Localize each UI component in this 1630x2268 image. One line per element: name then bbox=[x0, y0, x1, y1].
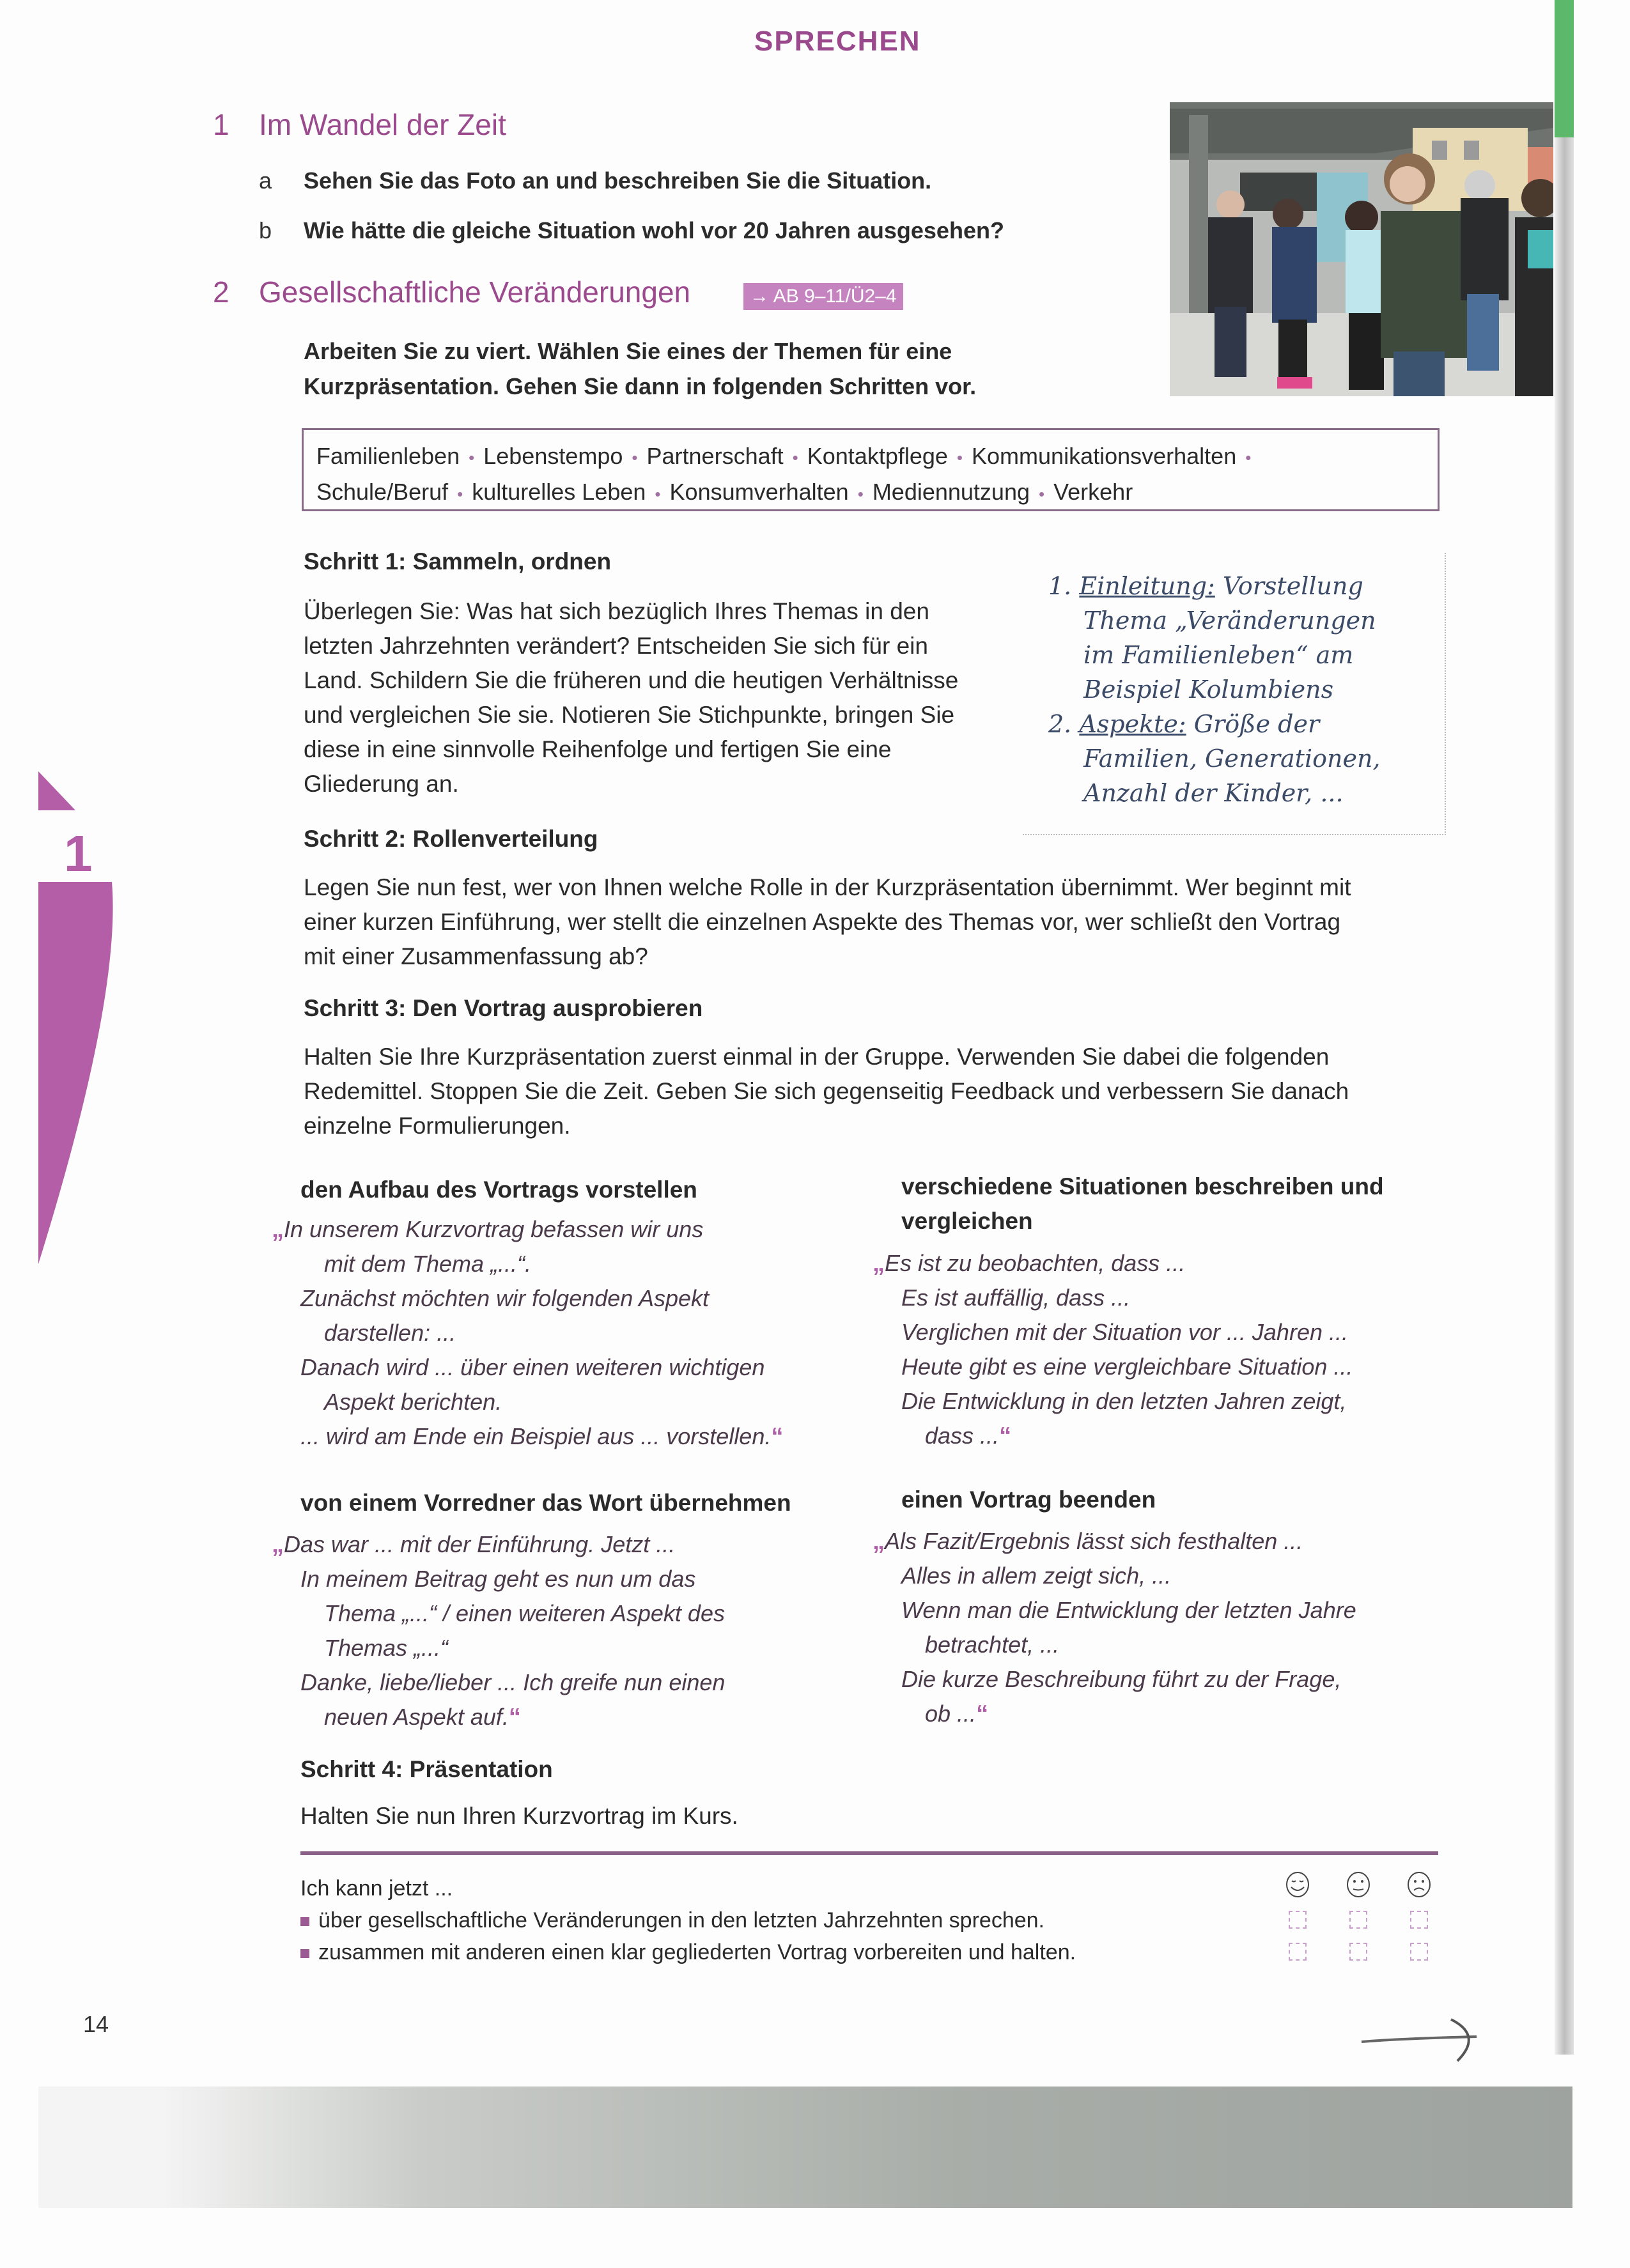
scan-shadow bbox=[38, 2087, 1572, 2208]
phrase: Die Entwicklung in den letzten Jahren zeigt, bbox=[901, 1388, 1347, 1414]
phrase: Themas „...“ bbox=[324, 1635, 449, 1661]
phrase: Danke, liebe/lieber ... Ich greife nun einen bbox=[300, 1669, 726, 1695]
phrase: Es ist auffällig, dass ... bbox=[901, 1284, 1131, 1311]
topic-separator: • bbox=[1245, 448, 1252, 468]
close-quote-icon: “ bbox=[976, 1701, 989, 1727]
task2-intro: Arbeiten Sie zu viert. Wählen Sie eines der Themen für eine Kurzpräsentation. Gehen Sie dann in folgenden Schritten vor. bbox=[304, 338, 977, 399]
topic-separator: • bbox=[632, 448, 638, 468]
task2-number: 2 bbox=[213, 275, 229, 309]
section-title: SPRECHEN bbox=[754, 26, 921, 57]
step2-text: Legen Sie nun fest, wer von Ihnen welche Rolle in der Kurzpräsentation übernimmt. Wer beginnt mit einer kurzen Einführung, wer stellt die einzelnen Aspekte des Themas vor, wer schließt den Vortrag mit einer Zusammenfassung ab? bbox=[304, 874, 1351, 969]
topic: Lebenstempo bbox=[483, 443, 623, 469]
step4-text: Halten Sie nun Ihren Kurzvortrag im Kurs. bbox=[300, 1803, 738, 1829]
sad-face-icon bbox=[1406, 1871, 1432, 1899]
topic: kulturelles Leben bbox=[472, 479, 646, 505]
step2-title: Schritt 2: Rollenverteilung bbox=[304, 826, 598, 852]
selfcheck-item: über gesellschaftliche Veränderungen in den letzten Jahrzehnten sprechen. bbox=[300, 1904, 1044, 1936]
divider-line bbox=[300, 1851, 1438, 1855]
topic: Schule/Beruf bbox=[316, 479, 449, 505]
phrase: ob ...“ bbox=[925, 1701, 989, 1727]
topic: Partnerschaft bbox=[646, 443, 784, 469]
step3-text: Halten Sie Ihre Kurzpräsentation zuerst einmal in der Gruppe. Verwenden Sie dabei die folgenden Redemittel. Stoppen Sie die Zeit. Geben Sie sich gegenseitig Feedback und verbessern Sie danach einzelne Formulierungen. bbox=[304, 1044, 1349, 1139]
task1-item-b: Wie hätte die gleiche Situation wohl vor 20 Jahren ausgesehen? bbox=[304, 217, 1004, 243]
checkbox-item1-sad[interactable] bbox=[1410, 1911, 1428, 1929]
phrase: neuen Aspekt auf.“ bbox=[324, 1704, 521, 1731]
bullet-icon bbox=[300, 1917, 309, 1926]
happy-face-icon bbox=[1285, 1871, 1310, 1899]
phrase: „Als Fazit/Ergebnis lässt sich festhalten ... bbox=[873, 1528, 1303, 1555]
selfcheck-intro: Ich kann jetzt ... bbox=[300, 1876, 453, 1901]
bullet-icon bbox=[300, 1949, 309, 1958]
chapter-number: 1 bbox=[64, 825, 93, 882]
note-line: Anzahl der Kinder, ... bbox=[1083, 779, 1344, 807]
phrase: Heute gibt es eine vergleichbare Situation ... bbox=[901, 1354, 1353, 1380]
checkbox-item1-neutral[interactable] bbox=[1349, 1911, 1367, 1929]
phrase: mit dem Thema „...“. bbox=[324, 1251, 532, 1277]
task2-title: Gesellschaftliche Veränderungen bbox=[259, 275, 691, 309]
workbook-reference-tag[interactable]: → AB 9–11/Ü2–4 bbox=[743, 283, 903, 310]
topic: Mediennutzung bbox=[872, 479, 1030, 505]
topic-separator: • bbox=[956, 448, 963, 468]
topic-separator: • bbox=[857, 484, 864, 504]
neutral-face-icon bbox=[1346, 1871, 1371, 1899]
task1-number: 1 bbox=[213, 108, 229, 141]
topics-row-2 bbox=[316, 475, 1425, 511]
step3-title: Schritt 3: Den Vortrag ausprobieren bbox=[304, 995, 703, 1021]
redemittel-vorredner-title: von einem Vorredner das Wort übernehmen bbox=[300, 1490, 791, 1516]
note-line: Beispiel Kolumbiens bbox=[1083, 675, 1334, 704]
phrase: Wenn man die Entwicklung der letzten Jahre bbox=[901, 1597, 1356, 1623]
note-line: 1. Einleitung: Vorstellung bbox=[1048, 572, 1363, 600]
phrase: Zunächst möchten wir folgenden Aspekt bbox=[300, 1285, 710, 1311]
note-line: Familien, Generationen, bbox=[1083, 744, 1381, 773]
open-quote-icon: „ bbox=[272, 1531, 284, 1558]
phrase: „Das war ... mit der Einführung. Jetzt ... bbox=[272, 1531, 676, 1558]
chapter-side-marker bbox=[0, 0, 128, 1342]
close-quote-icon: “ bbox=[999, 1423, 1012, 1449]
open-quote-icon: „ bbox=[272, 1216, 284, 1243]
redemittel-situationen-list bbox=[873, 1246, 1448, 1453]
selfcheck-item: zusammen mit anderen einen klar gegliederten Vortrag vorbereiten und halten. bbox=[300, 1936, 1076, 1968]
task1-item-b-label: b bbox=[259, 217, 272, 243]
phrase: Alles in allem zeigt sich, ... bbox=[901, 1562, 1172, 1589]
note-line: Thema „Veränderungen bbox=[1083, 606, 1376, 635]
photo-people-with-phones bbox=[1170, 102, 1553, 396]
phrase: ... wird am Ende ein Beispiel aus ... vorstellen.“ bbox=[300, 1423, 784, 1450]
redemittel-vorredner-list bbox=[272, 1527, 873, 1734]
task1-item-a: Sehen Sie das Foto an und beschreiben Sie die Situation. bbox=[304, 167, 932, 194]
phrase: „Es ist zu beobachten, dass ... bbox=[873, 1250, 1186, 1277]
note-line: 2. Aspekte: Größe der bbox=[1048, 710, 1320, 738]
redemittel-aufbau-list bbox=[272, 1212, 873, 1454]
checkbox-item2-neutral[interactable] bbox=[1349, 1943, 1367, 1961]
note-keyword: Aspekte: bbox=[1079, 710, 1186, 738]
note-line: im Familienleben“ am bbox=[1083, 641, 1354, 669]
task1-item-a-label: a bbox=[259, 167, 272, 194]
topic-separator: • bbox=[457, 484, 463, 504]
phrase: Thema „...“ / einen weiteren Aspekt des bbox=[324, 1600, 725, 1626]
close-quote-icon: “ bbox=[771, 1423, 784, 1450]
edge-tab-green bbox=[1555, 0, 1574, 137]
phrase: Die kurze Beschreibung führt zu der Frage, bbox=[901, 1666, 1342, 1692]
checkbox-item1-happy[interactable] bbox=[1289, 1911, 1307, 1929]
redemittel-situationen-title: verschiedene Situationen beschreiben und vergleichen bbox=[901, 1173, 1384, 1234]
step1-text: Überlegen Sie: Was hat sich bezüglich Ihres Themas in den letzten Jahrzehnten verändert? Entscheiden Sie sich für ein Land. Schildern Sie die früheren und die heutigen Verhältnisse und vergleichen Sie sie. Notieren Sie Stichpunkte, bringen Sie diese in eine sinnvolle Reihenfolge und fertigen Sie eine Gliederung an. bbox=[304, 598, 959, 797]
topic: Familienleben bbox=[316, 443, 460, 469]
checkbox-item2-happy[interactable] bbox=[1289, 1943, 1307, 1961]
edge-shadow bbox=[1555, 137, 1574, 2055]
topic-separator: • bbox=[655, 484, 661, 504]
phrase: dass ...“ bbox=[925, 1423, 1012, 1449]
topic-separator: • bbox=[1039, 484, 1045, 504]
note-keyword: Einleitung: bbox=[1079, 572, 1215, 600]
topic: Kommunikationsverhalten bbox=[972, 443, 1237, 469]
redemittel-beenden-list bbox=[873, 1524, 1448, 1731]
topic: Kontaktpflege bbox=[807, 443, 948, 469]
topic: Konsumverhalten bbox=[669, 479, 849, 505]
handwritten-outline-note bbox=[1023, 553, 1446, 835]
task1-title: Im Wandel der Zeit bbox=[259, 108, 506, 141]
phrase: Aspekt berichten. bbox=[324, 1389, 502, 1415]
phrase: Danach wird ... über einen weiteren wichtigen bbox=[300, 1354, 765, 1380]
phrase: „In unserem Kurzvortrag befassen wir uns bbox=[272, 1216, 704, 1243]
topics-box bbox=[302, 428, 1440, 511]
topics-row-1 bbox=[316, 439, 1425, 475]
checkbox-item2-sad[interactable] bbox=[1410, 1943, 1428, 1961]
redemittel-aufbau-title: den Aufbau des Vortrags vorstellen bbox=[300, 1176, 697, 1203]
topic-separator: • bbox=[792, 448, 798, 468]
open-quote-icon: „ bbox=[873, 1528, 885, 1555]
phrase: Verglichen mit der Situation vor ... Jahren ... bbox=[901, 1319, 1348, 1345]
topic: Verkehr bbox=[1053, 479, 1133, 505]
phrase: In meinem Beitrag geht es nun um das bbox=[300, 1566, 696, 1592]
phrase: darstellen: ... bbox=[324, 1320, 456, 1346]
topic-separator: • bbox=[469, 448, 475, 468]
open-quote-icon: „ bbox=[873, 1250, 885, 1277]
phrase: betrachtet, ... bbox=[925, 1632, 1060, 1658]
handwritten-arrow-icon bbox=[1355, 2016, 1496, 2067]
step4-title: Schritt 4: Präsentation bbox=[300, 1756, 553, 1782]
redemittel-beenden-title: einen Vortrag beenden bbox=[901, 1486, 1156, 1513]
close-quote-icon: “ bbox=[508, 1704, 521, 1731]
page-number: 14 bbox=[83, 2011, 109, 2037]
step1-title: Schritt 1: Sammeln, ordnen bbox=[304, 548, 612, 575]
